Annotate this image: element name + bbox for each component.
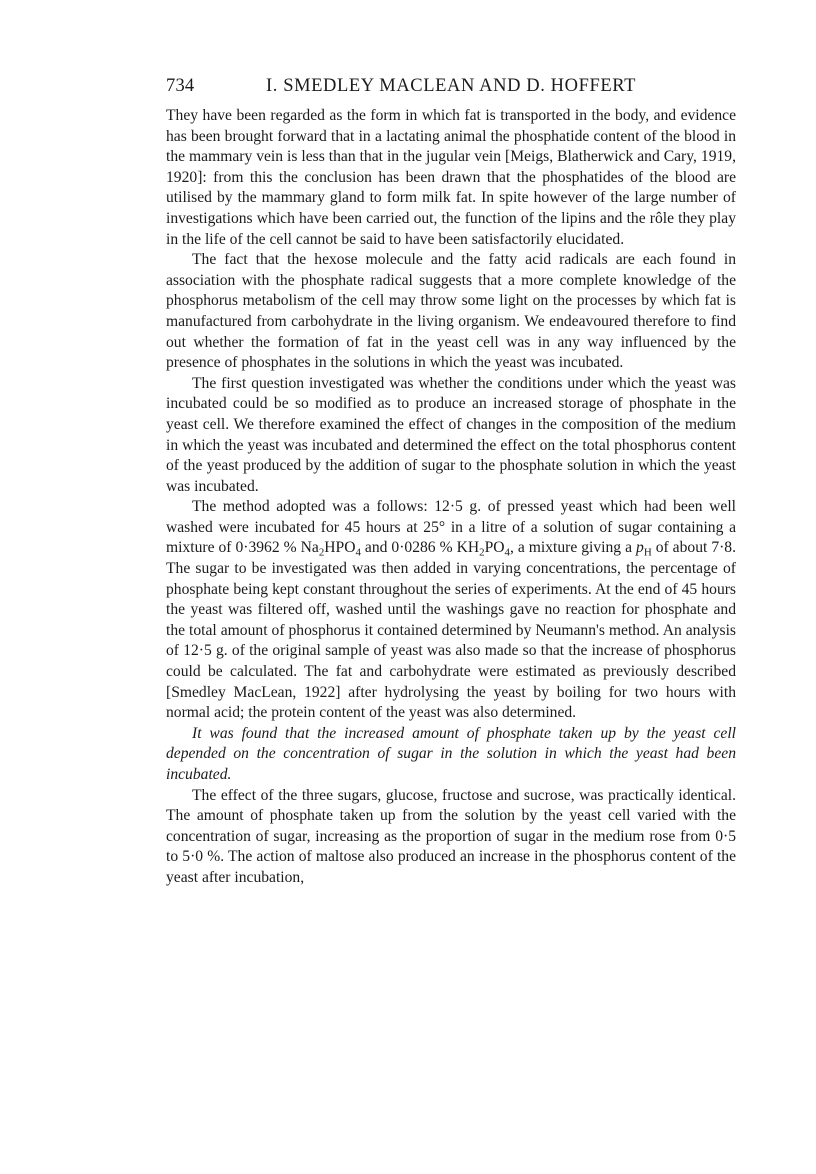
method-text: The method adopted was a follows: 12·5 g. of pressed yeast which had been well washed were incubated for 45 hours at 25° in a litre of a solution of sugar containing a mixture of 0·3962 % Na	[166, 498, 736, 557]
method-text: and 0·0286 % KH	[360, 539, 480, 557]
paragraph-sugars-effect: The effect of the three sugars, glucose, fructose and sucrose, was practically identical. The amount of phosphate taken up from the solution by the yeast cell varied with the concentration of sugar, increasing as the proportion of sugar in the medium rose from 0·5 to 5·0 %. The action of maltose also produced an increase in the phosphorus content of the yeast after incubation,	[166, 786, 736, 886]
subscript: 2	[318, 546, 325, 559]
page-number: 734	[166, 76, 195, 96]
paragraph-lipins-transport: They have been regarded as the form in which fat is transported in the body, and evidence has been brought forward that in a lactating animal the phosphatide content of the blood in the mammary vein is less than that in the jugular vein [Meigs, Blatherwick and Cary, 1919, 1920]: from this the conclusion has been drawn that the phosphatides of the blood are utilised by the mammary gland to form milk fat. In spite however of the large number of investigations which have been carried out, the function of the lipins and the rôle they play in the life of the cell cannot be said to have been satisfactorily elucidated.	[166, 107, 736, 248]
ph-symbol: p	[636, 539, 644, 557]
subscript: 4	[355, 546, 361, 559]
method-text: PO	[484, 539, 505, 557]
page-header	[166, 76, 736, 106]
document-page	[166, 76, 736, 889]
method-text: , a mixture giving a	[509, 539, 637, 557]
running-head: I. SMEDLEY MACLEAN AND D. HOFFERT	[265, 76, 637, 96]
paragraph-first-question: The first question investigated was whether the conditions under which the yeast was incubated could be so modified as to produce an increased storage of phosphate in the yeast cell. We therefore examined the effect of changes in the composition of the medium in which the yeast was incubated and determined the effect on the total phosphorus content of the yeast produced by the addition of sugar to the phosphate solution in which the yeast was incubated.	[166, 374, 736, 495]
paragraph-phosphorus-metabolism: The fact that the hexose molecule and the fatty acid radicals are each found in association with the phosphate radical suggests that a more complete knowledge of the phosphorus metabolism of the cell may throw some light on the processes by which fat is manufactured from carbohydrate in the living organism. We endeavoured therefore to find out whether the formation of fat in the yeast cell was in any way influenced by the presence of phosphates in the solutions in which the yeast was incubated.	[166, 251, 736, 372]
paragraph-method	[166, 497, 736, 724]
paragraph-finding: It was found that the increased amount of phosphate taken up by the yeast cell depended on the concentration of sugar in the solution in which the yeast had been incubated.	[166, 724, 736, 783]
method-text: of about 7·8. The sugar to be investigated was then added in varying concentrations, the percentage of phosphate being kept constant throughout the series of experiments. At the end of 45 hours the yeast was filtered off, washed until the washings gave no reaction for phosphate and the total amount of phosphorus it contained determined by Neumann's method. An analysis of 12·5 g. of the original sample of yeast was also made so that the increase of phosphorus could be calculated. The fat and carbohydrate were estimated as previously described [Smedley MacLean, 1922] after hydrolysing the yeast by boiling for two hours with normal acid; the protein content of the yeast was also determined.	[166, 539, 736, 722]
subscript: 2	[479, 546, 485, 559]
subscript: H	[643, 546, 652, 559]
method-text: HPO	[324, 539, 356, 557]
subscript: 4	[504, 546, 510, 559]
